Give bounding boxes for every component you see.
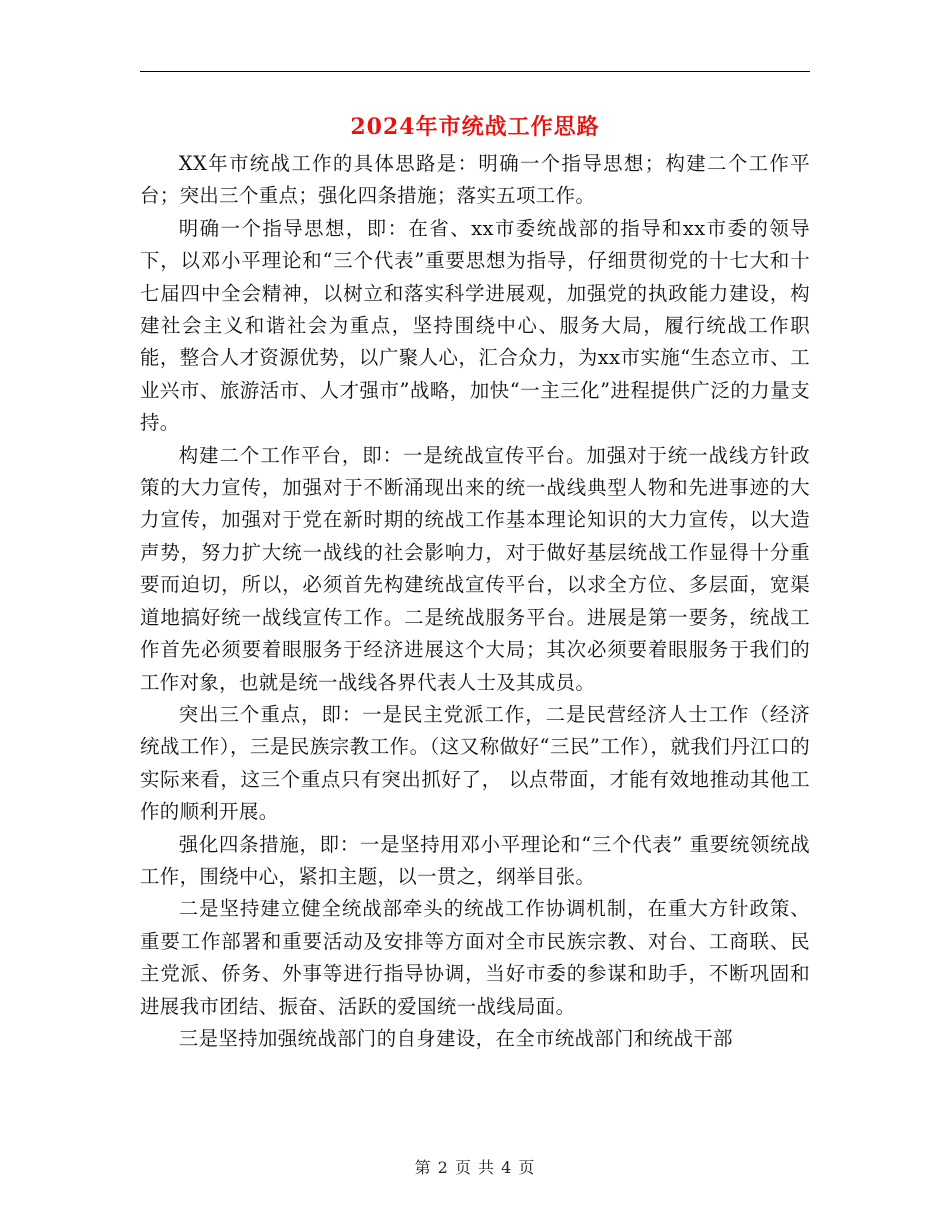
paragraph-measures: 强化四条措施，即：一是坚持用邓小平理论和“三个代表” 重要统领统战工作，围绕中心，紧扣主题，以一贯之，纲举目张。 [140,832,810,888]
document-body [140,148,810,1055]
paragraph-overview: XX年市统战工作的具体思路是：明确一个指导思想；构建二个工作平台；突出三个重点；强化四条措施；落实五项工作。 [140,152,810,208]
header-rule [140,71,810,72]
paragraph-measure-two: 二是坚持建立健全统战部牵头的统战工作协调机制，在重大方针政策、重要工作部署和重要活动及安排等方面对全市民族宗教、对台、工商联、民主党派、侨务、外事等进行指导协调，当好市委的参谋和助手，不断巩固和进展我市团结、振奋、活跃的爱国统一战线局面。 [140,897,810,1018]
paragraph-work-platforms: 构建二个工作平台，即：一是统战宣传平台。加强对于统一战线方针政策的大力宣传，加强对于不断涌现出来的统一战线典型人物和先进事迹的大力宣传，加强对于党在新时期的统战工作基本理论知识的大力宣传，以大造声势，努力扩大统一战线的社会影响力，对于做好基层统战工作显得十分重要而迫切，所以，必须首先构建统战宣传平台，以求全方位、多层面，宽渠道地搞好统一战线宣传工作。二是统战服务平台。进展是第一要务，统战工作首先必须要着眼服务于经济进展这个大局；其次必须要着眼服务于我们的工作对象，也就是统一战线各界代表人士及其成员。 [140,443,810,694]
paragraph-guiding-ideology: 明确一个指导思想，即：在省、xx市委统战部的指导和xx市委的领导下，以邓小平理论和“三个代表”重要思想为指导，仔细贯彻党的十七大和十七届四中全会精神，以树立和落实科学进展观，加强党的执政能力建设，构建社会主义和谐社会为重点，坚持围绕中心、服务大局，履行统战工作职能，整合人才资源优势，以广聚人心，汇合众力，为xx市实施“生态立市、工业兴市、旅游活市、人才强市”战略，加快“一主三化”进程提供广泛的力量支持。 [140,216,810,435]
page-number: 第 2 页 共 4 页 [414,1158,536,1177]
paragraph-key-points: 突出三个重点，即：一是民主党派工作，二是民营经济人士工作（经济统战工作），三是民族宗教工作。（这又称做好“三民”工作），就我们丹江口的实际来看，这三个重点只有突出抓好了， 以点带面，才能有效地推动其他工作的顺利开展。 [140,702,810,824]
document-title: 2024年市统战工作思路 [350,114,600,140]
paragraph-measure-three: 三是坚持加强统战部门的自身建设，在全市统战部门和统战干部 [178,1026,733,1050]
